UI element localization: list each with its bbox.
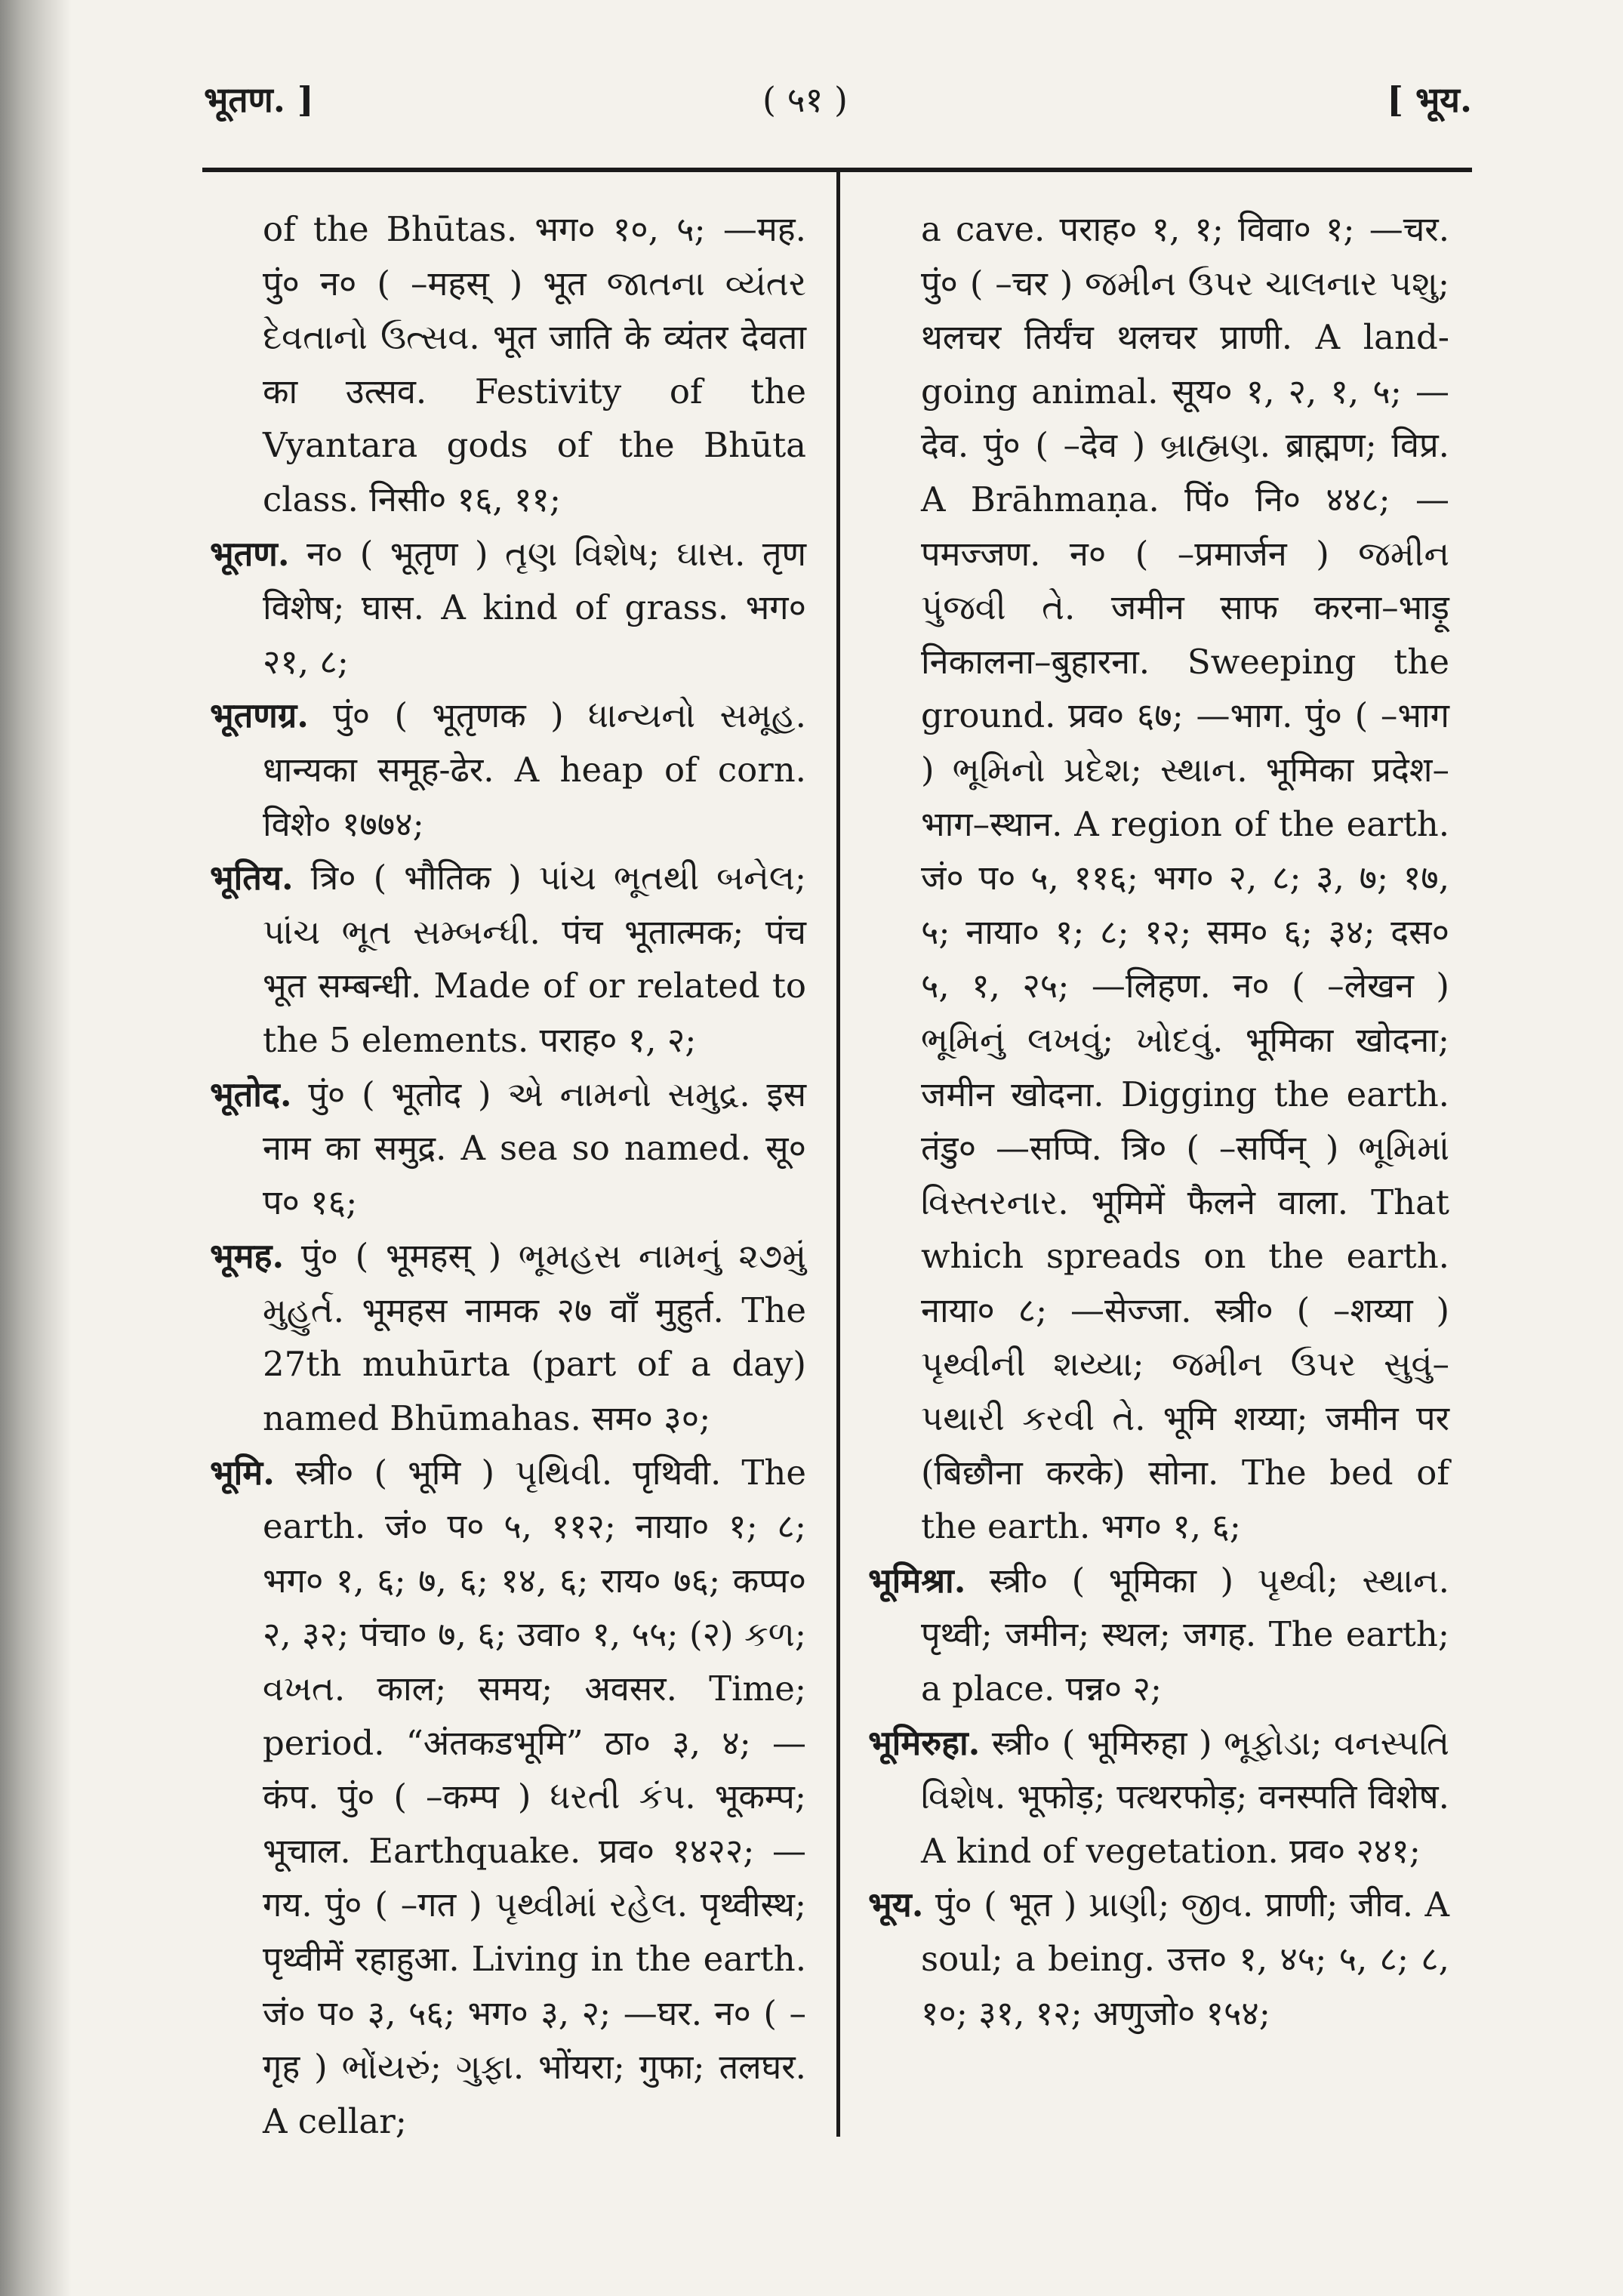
entry: भूमिश्रा. स्त्री० ( भूमिका ) પૃથ્વી; સ્થાન. पृथ्वी; जमीन; स्थल; जगह. The earth; a place. पन्न० २; xyxy=(868,1560,1449,1709)
entry: भूमह. पुं० ( भूमहस् ) ભૂમહસ નામનું ૨૭મું મુહુર્ત. भूमहस नामक २७ वाँ मुहुर्त. The 27th muhūrta (part of a day) named Bhūmahas. सम० ३०; xyxy=(210,1236,806,1439)
page-header xyxy=(204,68,1472,136)
entry: भूय. पुं० ( भूत ) પ્રાણી; જીવ. प्राणी; जीव. A soul; a being. उत्त० १, ४५; ५, ८; ८, १०; ३१, १२; अणुजो० १५४; xyxy=(868,1885,1450,2033)
entry: भूतोद. पुं० ( भूतोद ) એ નામનો સમુદ્ર. इस नाम का समुद्र. A sea so named. सू० प० १६; xyxy=(210,1074,806,1222)
left-column xyxy=(210,202,806,2148)
entry: भूतण. न० ( भूतृण ) તૃણ વિશેષ; ઘાસ. तृण विशेष; घास. A kind of grass. भग० २१, ८; xyxy=(210,533,807,682)
headword: भूमह. xyxy=(210,1236,285,1277)
page-number: ( ५१ ) xyxy=(762,79,848,120)
headword: भूतण. xyxy=(210,533,290,574)
headword: भूय. xyxy=(868,1885,924,1925)
entry: a cave. पराह० १, १; विवा० १; —चर. पुं० ( –चर ) જમીન ઉપર ચાલનાર પશુ; थलचर तिर्यंच थलचर प्राणी. A land-going animal. सूय० १, २, १, ५; —देव. पुं० ( –देव ) બ્રાહ્મણ. ब्राह्मण; विप्र. A Brāhmaṇa. पिं० नि० ४४८; —पमज्जण. न० ( –प्रमार्जन ) જમીન પુંજવી તે. जमीन साफ करना–भाड़ू निकालना–बुहारना. Sweeping the ground. प्रव० ६७; —भाग. पुं० ( –भाग ) ભૂમિનો પ્રદેશ; સ્થાન. भूमिका प्रदेश–भाग–स्थान. A region of the earth. जं० प० ५, ११६; भग० २, ८; ३, ७; १७, ५; नाया० १; ८; १२; सम० ६; ३४; दस० ५, १, २५; —लिहण. न० ( –लेखन ) ભૂમિનું લખવું; ખોદવું. भूमिका खोदना; जमीन खोदना. Digging the earth. तंडु० —सप्पि. त्रि० ( –सर्पिन् ) ભૂમિમાં વિસ્તરનાર. भूमिमें फैलने वाला. That which spreads on the earth. नाया० ८; —सेज्जा. स्त्री० ( –शय्या ) પૃથ્વીની શય્યા; જમીન ઉપર સુવું–પથારી કરવી તે. भूमि शय्या; जमीन पर (बिछौना करके) सोना. The bed of the earth. भग० १, ६; xyxy=(921,209,1449,1547)
headword: भूतिय. xyxy=(210,858,294,898)
headword: भूमिरुहा. xyxy=(868,1722,981,1763)
headword: भूमि. xyxy=(210,1452,275,1493)
entry: भूतणग्र. पुं० ( भूतृणक ) ધાન્યનો સમૂહ. धान्यका समूह-ढेर. A heap of corn. विशे० १७७४; xyxy=(210,695,806,844)
headword: भूमिश्रा. xyxy=(868,1560,966,1601)
headword: भूतोद. xyxy=(210,1074,292,1114)
scan-shadow-edge xyxy=(0,0,72,2296)
entry: भूमि. स्त्री० ( भूमि ) પૃથિવી. पृथिवी. The earth. जं० प० ५, ११२; नाया० १; ८; भग० १, ६; ७, ६; १४, ६; राय० ७६; कप्प० २, ३२; पंचा० ७, ६; उवा० १, ५५; (२) કળ; વખત. काल; समय; अवसर. Time; period. “अंतकडभूमि” ठा० ३, ४; —कंप. पुं० ( –कम्प ) ધરતી કંપ. भूकम्प; भूचाल. Earthquake. प्रव० १४२२; —गय. पुं० ( –गत ) પૃથ્વીમાં રહેલ. पृथ्वीस्थ; पृथ्वीमें रहाहुआ. Living in the earth. जं० प० ३, ५६; भग० ३, २; —घर. न० ( –गृह ) ભોંયરું; ગુફા. भोंयरा; गुफा; तलघर. A cellar; xyxy=(210,1452,806,2141)
column-divider xyxy=(836,170,840,2137)
entry: भूमिरुहा. स्त्री० ( भूमिरुहा ) ભૂફોડા; વનસ્પતિ વિશેષ. भूफोड़; पत्थरफोड़; वनस्पति विशेष. A kind of vegetation. प्रव० २४१; xyxy=(868,1722,1449,1871)
header-right-guideword: [ भूय. xyxy=(1387,79,1472,120)
entry: भूतिय. त्रि० ( भौतिक ) પાંચ ભૂતથી બનેલ; પાંચ ભૂત સમ્બન્ધી. पंच भूतात्मक; पंच भूत सम्बन्धी. Made of or related to the 5 elements. पराह० १, २; xyxy=(210,858,807,1060)
header-left-guideword: भूतण. ] xyxy=(204,79,314,120)
headword: भूतणग्र. xyxy=(210,695,309,736)
entry: of the Bhūtas. भग० १०, ५; —मह. पुं० न० ( –महस् ) भूत જાતના વ્યંતર દેવતાનો ઉત્સવ. भूत जाति के व्यंतर देवता का उत्सव. Festivity of the Vyantara gods of the Bhūta class. निसी० १६, ११; xyxy=(263,209,806,519)
right-column xyxy=(868,202,1449,2040)
